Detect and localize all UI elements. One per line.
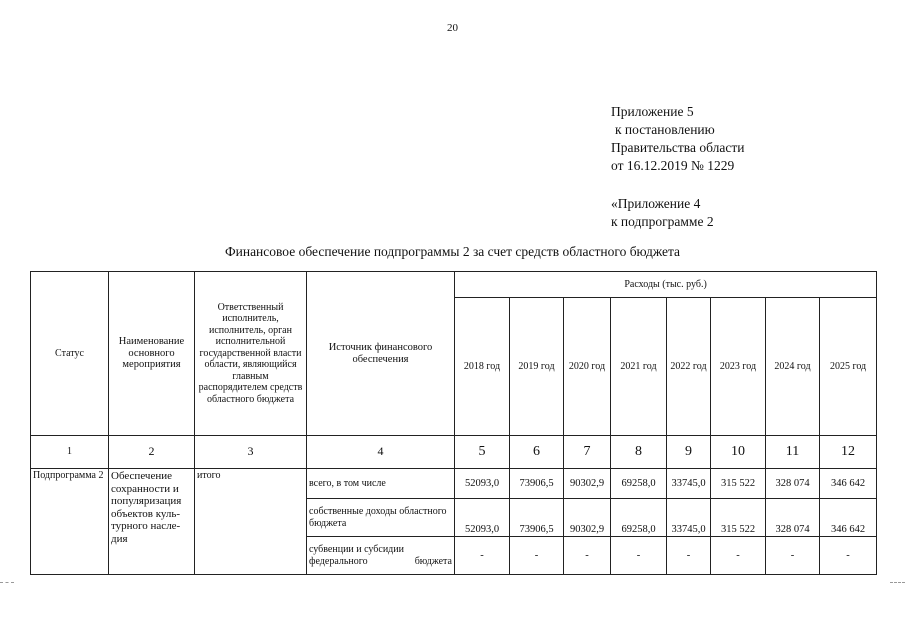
column-number: 6 bbox=[510, 436, 564, 469]
header-year: 2020 год bbox=[564, 298, 611, 436]
table-row bbox=[31, 469, 877, 499]
header-year: 2022 год bbox=[667, 298, 711, 436]
annex-line-4: от 16.12.2019 № 1229 bbox=[611, 158, 735, 173]
column-number: 5 bbox=[455, 436, 510, 469]
source-cell: всего, в том числе bbox=[307, 469, 455, 499]
value-cell: 328 074 bbox=[766, 499, 820, 537]
value-cell: 52093,0 bbox=[455, 499, 510, 537]
column-number: 2 bbox=[109, 436, 195, 469]
header-year: 2023 год bbox=[711, 298, 766, 436]
header-source: Источник финансового обеспечения bbox=[307, 272, 455, 436]
header-expenses: Расходы (тыс. руб.) bbox=[455, 272, 877, 298]
value-cell: 52093,0 bbox=[455, 469, 510, 499]
value-cell: 69258,0 bbox=[611, 469, 667, 499]
executor-cell: итого bbox=[195, 469, 307, 575]
header-year: 2018 год bbox=[455, 298, 510, 436]
scan-edge-right bbox=[890, 582, 905, 584]
value-cell: - bbox=[455, 537, 510, 575]
main-event-cell: Обеспечение сохранности и популяризация объектов куль-турного насле-дия bbox=[109, 469, 195, 575]
status-cell: Подпрограмма 2 bbox=[31, 469, 109, 575]
value-cell: 90302,9 bbox=[564, 469, 611, 499]
value-cell: 33745,0 bbox=[667, 469, 711, 499]
header-row-1 bbox=[31, 272, 877, 298]
column-number: 12 bbox=[820, 436, 877, 469]
annex-line-5: «Приложение 4 bbox=[611, 196, 701, 211]
column-number: 9 bbox=[667, 436, 711, 469]
header-year: 2025 год bbox=[820, 298, 877, 436]
value-cell: 90302,9 bbox=[564, 499, 611, 537]
value-cell: 69258,0 bbox=[611, 499, 667, 537]
value-cell: - bbox=[711, 537, 766, 575]
column-number: 4 bbox=[307, 436, 455, 469]
source-cell: субвенции и субсидии федерального бюджета bbox=[307, 537, 455, 575]
header-status: Статус bbox=[31, 272, 109, 436]
value-cell: - bbox=[766, 537, 820, 575]
column-number: 1 bbox=[31, 436, 109, 469]
value-cell: 33745,0 bbox=[667, 499, 711, 537]
value-cell: - bbox=[611, 537, 667, 575]
value-cell: 73906,5 bbox=[510, 469, 564, 499]
value-cell: - bbox=[667, 537, 711, 575]
document-title: Финансовое обеспечение подпрограммы 2 за счет средств областного бюджета bbox=[224, 244, 681, 259]
annex-line-6: к подпрограмме 2 bbox=[611, 214, 714, 229]
header-year: 2019 год bbox=[510, 298, 564, 436]
page-number: 20 bbox=[447, 22, 458, 34]
annex-block bbox=[611, 103, 744, 231]
annex-line-3: Правительства области bbox=[611, 140, 745, 155]
value-cell: 73906,5 bbox=[510, 499, 564, 537]
annex-line-2: к постановлению bbox=[615, 122, 715, 137]
header-executor: Ответственный исполнитель, исполнитель, орган исполнительной государственной власти области, являющийся главным распорядителем средств областного бюджета bbox=[195, 272, 307, 436]
header-event-name: Наименование основного мероприятия bbox=[109, 272, 195, 436]
source-cell: собственные доходы областного бюджета bbox=[307, 499, 455, 537]
column-number-row bbox=[31, 436, 877, 469]
value-cell: 346 642 bbox=[820, 499, 877, 537]
column-number: 7 bbox=[564, 436, 611, 469]
column-number: 3 bbox=[195, 436, 307, 469]
column-number: 11 bbox=[766, 436, 820, 469]
financing-table bbox=[30, 271, 877, 575]
column-number: 10 bbox=[711, 436, 766, 469]
value-cell: - bbox=[564, 537, 611, 575]
column-number: 8 bbox=[611, 436, 667, 469]
value-cell: 315 522 bbox=[711, 469, 766, 499]
header-year: 2024 год bbox=[766, 298, 820, 436]
header-year: 2021 год bbox=[611, 298, 667, 436]
scan-edge-left bbox=[0, 582, 14, 584]
value-cell: - bbox=[820, 537, 877, 575]
value-cell: 315 522 bbox=[711, 499, 766, 537]
annex-line-1: Приложение 5 bbox=[611, 104, 694, 119]
value-cell: 328 074 bbox=[766, 469, 820, 499]
value-cell: 346 642 bbox=[820, 469, 877, 499]
value-cell: - bbox=[510, 537, 564, 575]
